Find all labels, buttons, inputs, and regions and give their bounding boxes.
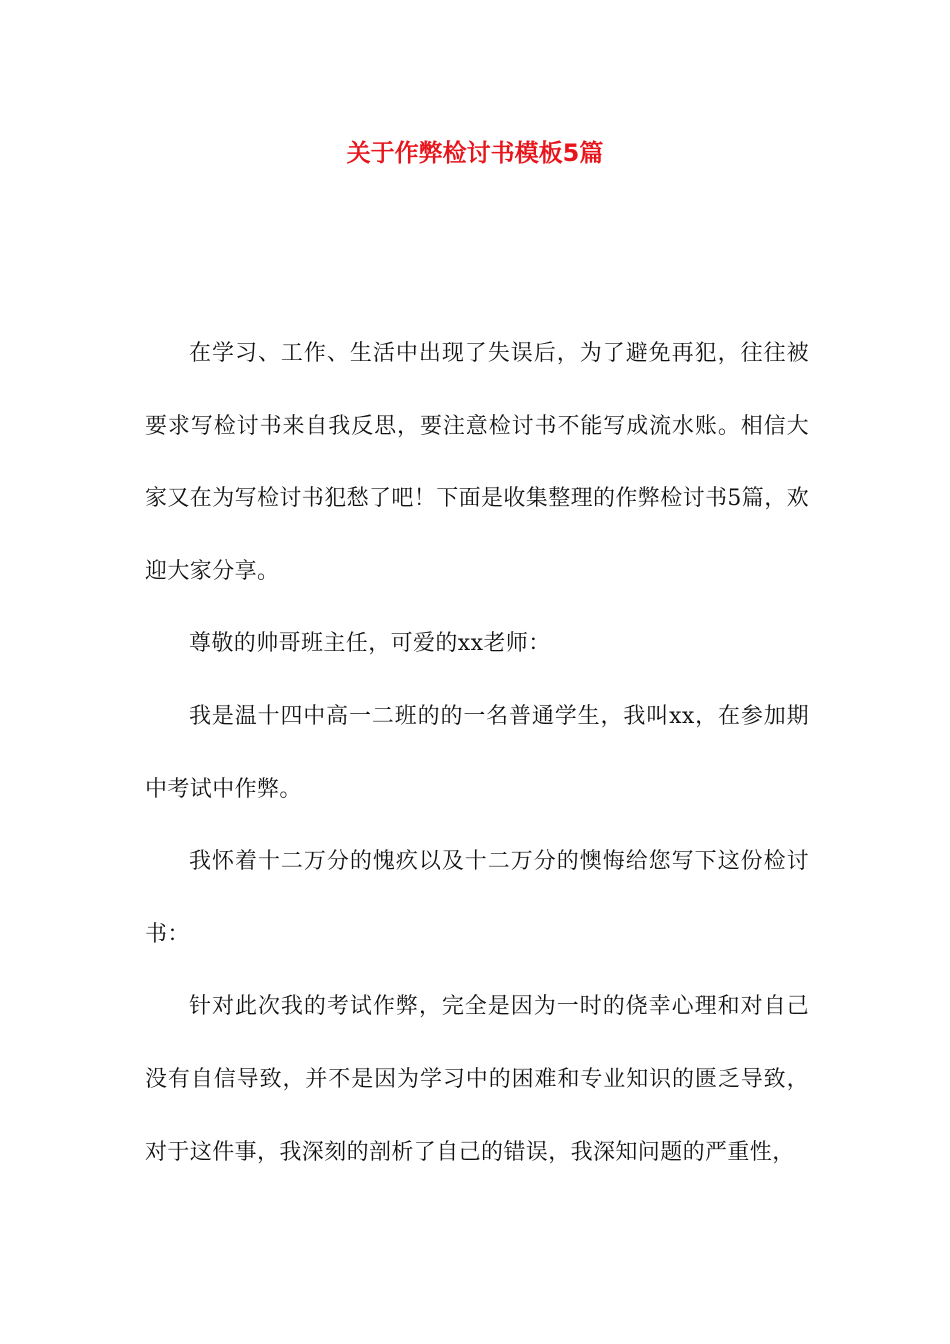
intro-paragraph: 在学习、工作、生活中出现了失误后，为了避免再犯，往往被要求写检讨书来自我反思，要注意检讨书不能写成流水账。相信大家又在为写检讨书犯愁了吧！下面是收集整理的作弊检讨书5篇，欢迎大家分享。: [145, 341, 809, 584]
document-body: [145, 318, 809, 1189]
reflection-paragraph: 针对此次我的考试作弊，完全是因为一时的侥幸心理和对自己没有自信导致，并不是因为学习中的困难和专业知识的匮乏导致，对于这件事，我深刻的剖析了自己的错误，我深知问题的严重性，: [145, 994, 809, 1165]
document-title: 关于作弊检讨书模板5篇: [346, 139, 604, 167]
self-introduction-paragraph: 我是温十四中高一二班的的一名普通学生，我叫xx，在参加期中考试中作弊。: [145, 703, 809, 802]
salutation-paragraph: 尊敬的帅哥班主任，可爱的xx老师：: [189, 631, 551, 657]
apology-paragraph: 我怀着十二万分的愧疚以及十二万分的懊悔给您写下这份检讨书：: [145, 849, 809, 947]
